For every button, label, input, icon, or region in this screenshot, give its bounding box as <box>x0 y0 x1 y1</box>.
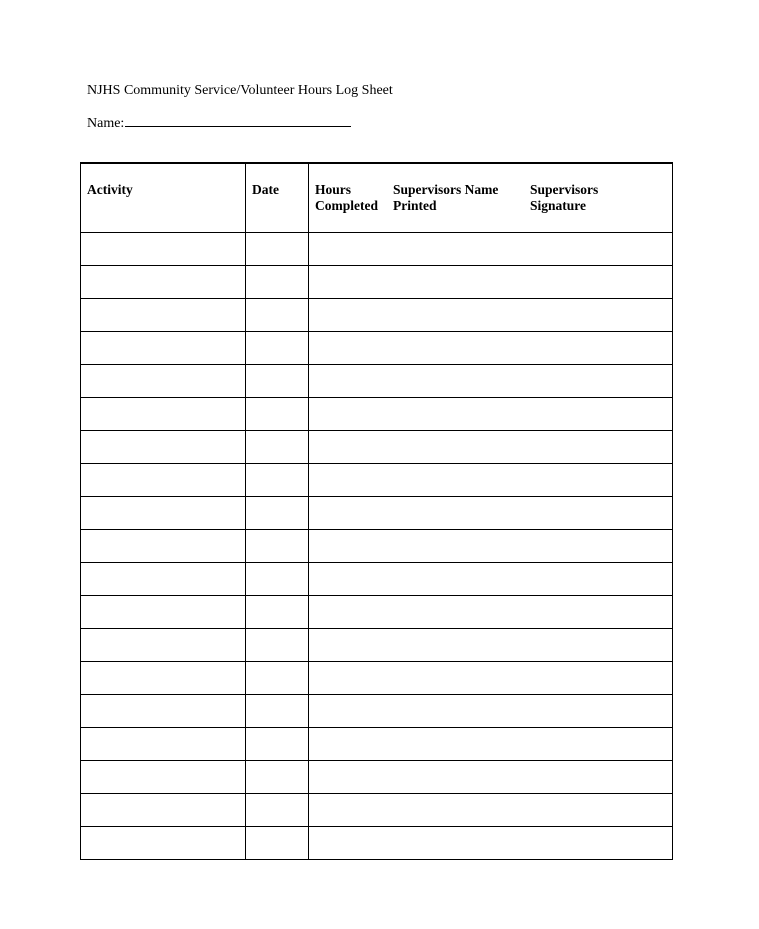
table-row <box>81 497 673 530</box>
activity-cell[interactable] <box>81 794 246 827</box>
hours-supervisor-cell[interactable] <box>309 794 673 827</box>
activity-cell[interactable] <box>81 398 246 431</box>
table-row <box>81 530 673 563</box>
table-row <box>81 827 673 860</box>
table-header-row <box>81 163 673 233</box>
hours-supervisor-cell[interactable] <box>309 629 673 662</box>
table-row <box>81 596 673 629</box>
activity-cell[interactable] <box>81 695 246 728</box>
table-row <box>81 431 673 464</box>
table-row <box>81 794 673 827</box>
header-activity-label: Activity <box>87 182 133 197</box>
header-supervisor-signature-line1: Supervisors <box>530 182 599 197</box>
activity-cell[interactable] <box>81 233 246 266</box>
activity-cell[interactable] <box>81 662 246 695</box>
activity-cell[interactable] <box>81 266 246 299</box>
hours-supervisor-cell[interactable] <box>309 530 673 563</box>
date-cell[interactable] <box>246 827 309 860</box>
date-cell[interactable] <box>246 365 309 398</box>
header-hours-completed <box>315 182 378 214</box>
header-date <box>246 163 309 233</box>
header-supervisor-signature <box>530 182 598 214</box>
hours-supervisor-cell[interactable] <box>309 431 673 464</box>
table-row <box>81 332 673 365</box>
table-body <box>81 233 673 860</box>
hours-supervisor-cell[interactable] <box>309 398 673 431</box>
header-hours-supervisor <box>309 163 673 233</box>
table-row <box>81 398 673 431</box>
table-row <box>81 365 673 398</box>
hours-supervisor-cell[interactable] <box>309 233 673 266</box>
table-row <box>81 662 673 695</box>
activity-cell[interactable] <box>81 827 246 860</box>
header-supervisor-name <box>393 182 498 214</box>
activity-cell[interactable] <box>81 728 246 761</box>
table-row <box>81 728 673 761</box>
date-cell[interactable] <box>246 332 309 365</box>
date-cell[interactable] <box>246 431 309 464</box>
header-hours-line1: Hours <box>315 182 352 197</box>
table-row <box>81 299 673 332</box>
hours-supervisor-cell[interactable] <box>309 266 673 299</box>
table-row <box>81 695 673 728</box>
date-cell[interactable] <box>246 464 309 497</box>
table-row <box>81 761 673 794</box>
activity-cell[interactable] <box>81 563 246 596</box>
hours-supervisor-cell[interactable] <box>309 365 673 398</box>
hours-supervisor-cell[interactable] <box>309 497 673 530</box>
header-supervisor-name-line1: Supervisors Name <box>393 182 499 197</box>
date-cell[interactable] <box>246 497 309 530</box>
name-field <box>87 114 351 132</box>
table-row <box>81 563 673 596</box>
header-supervisor-signature-line2: Signature <box>530 198 587 213</box>
hours-supervisor-cell[interactable] <box>309 563 673 596</box>
table-row <box>81 266 673 299</box>
date-cell[interactable] <box>246 299 309 332</box>
header-hours-line2: Completed <box>315 198 378 213</box>
hours-log-table <box>80 162 673 860</box>
name-blank-line[interactable] <box>125 114 351 127</box>
hours-supervisor-cell[interactable] <box>309 596 673 629</box>
hours-supervisor-cell[interactable] <box>309 332 673 365</box>
hours-supervisor-cell[interactable] <box>309 827 673 860</box>
hours-supervisor-cell[interactable] <box>309 464 673 497</box>
name-label: Name: <box>87 116 125 131</box>
date-cell[interactable] <box>246 695 309 728</box>
activity-cell[interactable] <box>81 596 246 629</box>
date-cell[interactable] <box>246 233 309 266</box>
date-cell[interactable] <box>246 398 309 431</box>
activity-cell[interactable] <box>81 332 246 365</box>
header-activity <box>81 163 246 233</box>
activity-cell[interactable] <box>81 299 246 332</box>
activity-cell[interactable] <box>81 464 246 497</box>
date-cell[interactable] <box>246 629 309 662</box>
date-cell[interactable] <box>246 794 309 827</box>
date-cell[interactable] <box>246 761 309 794</box>
activity-cell[interactable] <box>81 530 246 563</box>
hours-supervisor-cell[interactable] <box>309 761 673 794</box>
activity-cell[interactable] <box>81 761 246 794</box>
table-row <box>81 233 673 266</box>
hours-supervisor-cell[interactable] <box>309 662 673 695</box>
activity-cell[interactable] <box>81 365 246 398</box>
header-date-label: Date <box>252 182 279 197</box>
activity-cell[interactable] <box>81 431 246 464</box>
table-row <box>81 464 673 497</box>
date-cell[interactable] <box>246 662 309 695</box>
date-cell[interactable] <box>246 563 309 596</box>
hours-supervisor-cell[interactable] <box>309 695 673 728</box>
hours-supervisor-cell[interactable] <box>309 299 673 332</box>
hours-supervisor-cell[interactable] <box>309 728 673 761</box>
document-title: NJHS Community Service/Volunteer Hours Log Sheet <box>87 83 393 98</box>
date-cell[interactable] <box>246 266 309 299</box>
date-cell[interactable] <box>246 530 309 563</box>
date-cell[interactable] <box>246 596 309 629</box>
activity-cell[interactable] <box>81 497 246 530</box>
activity-cell[interactable] <box>81 629 246 662</box>
header-supervisor-name-line2: Printed <box>393 198 437 213</box>
date-cell[interactable] <box>246 728 309 761</box>
table-row <box>81 629 673 662</box>
